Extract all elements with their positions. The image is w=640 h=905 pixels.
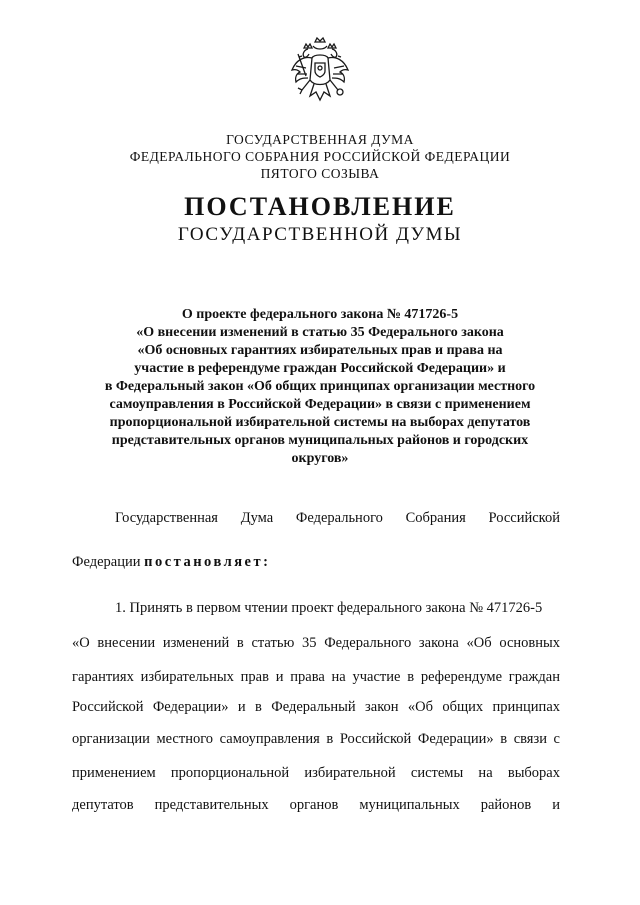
- header-line-3: ПЯТОГО СОЗЫВА: [260, 166, 380, 181]
- subject-line: в Федеральный закон «Об общих принципах организации местного: [104, 379, 536, 394]
- document-subtitle: ГОСУДАРСТВЕННОЙ ДУМЫ: [177, 224, 463, 245]
- paragraph-line: депутатов представительных органов муниципальных районов и: [72, 797, 560, 813]
- subject-line: «Об основных гарантиях избирательных прав и права на: [137, 343, 503, 358]
- subject-line: пропорциональной избирательной системы на выборах депутатов: [109, 415, 531, 430]
- preamble-prefix: Федерации: [72, 554, 141, 570]
- emblem-icon: [288, 36, 352, 110]
- paragraph-line: Российской Федерации» и в Федеральный закон «Об общих принципах: [72, 699, 560, 715]
- subject-line: самоуправления в Российской Федерации» в связи с применением: [109, 397, 531, 412]
- header-line-2: ФЕДЕРАЛЬНОГО СОБРАНИЯ РОССИЙСКОЙ ФЕДЕРАЦИИ: [129, 149, 511, 164]
- subject-line: О проекте федерального закона № 471726-5: [181, 307, 459, 322]
- subject-line: округов»: [291, 451, 349, 466]
- paragraph-line: гарантиях избирательных прав и права на участие в референдуме граждан: [72, 669, 560, 685]
- paragraph-line: «О внесении изменений в статью 35 Федерального закона «Об основных: [72, 635, 560, 651]
- subject-line: участие в референдуме граждан Российской Федерации» и: [134, 361, 506, 376]
- paragraph-line: применением пропорциональной избирательной системы на выборах: [72, 765, 560, 781]
- document-title: ПОСТАНОВЛЕНИЕ: [184, 192, 456, 221]
- preamble-verb: постановляет:: [144, 554, 271, 570]
- paragraph-line: 1. Принять в первом чтении проект федерального закона № 471726-5: [115, 600, 543, 616]
- paragraph-line: организации местного самоуправления в Российской Федерации» в связи с: [72, 731, 560, 747]
- header-line-1: ГОСУДАРСТВЕННАЯ ДУМА: [226, 132, 414, 147]
- preamble-line-1: Государственная Дума Федерального Собрания Российской: [115, 510, 560, 526]
- preamble-line-2: [72, 553, 560, 571]
- subject-line: «О внесении изменений в статью 35 Федерального закона: [136, 325, 504, 340]
- subject-line: представительных органов муниципальных районов и городских: [111, 433, 529, 448]
- double-headed-eagle-emblem: [288, 36, 352, 110]
